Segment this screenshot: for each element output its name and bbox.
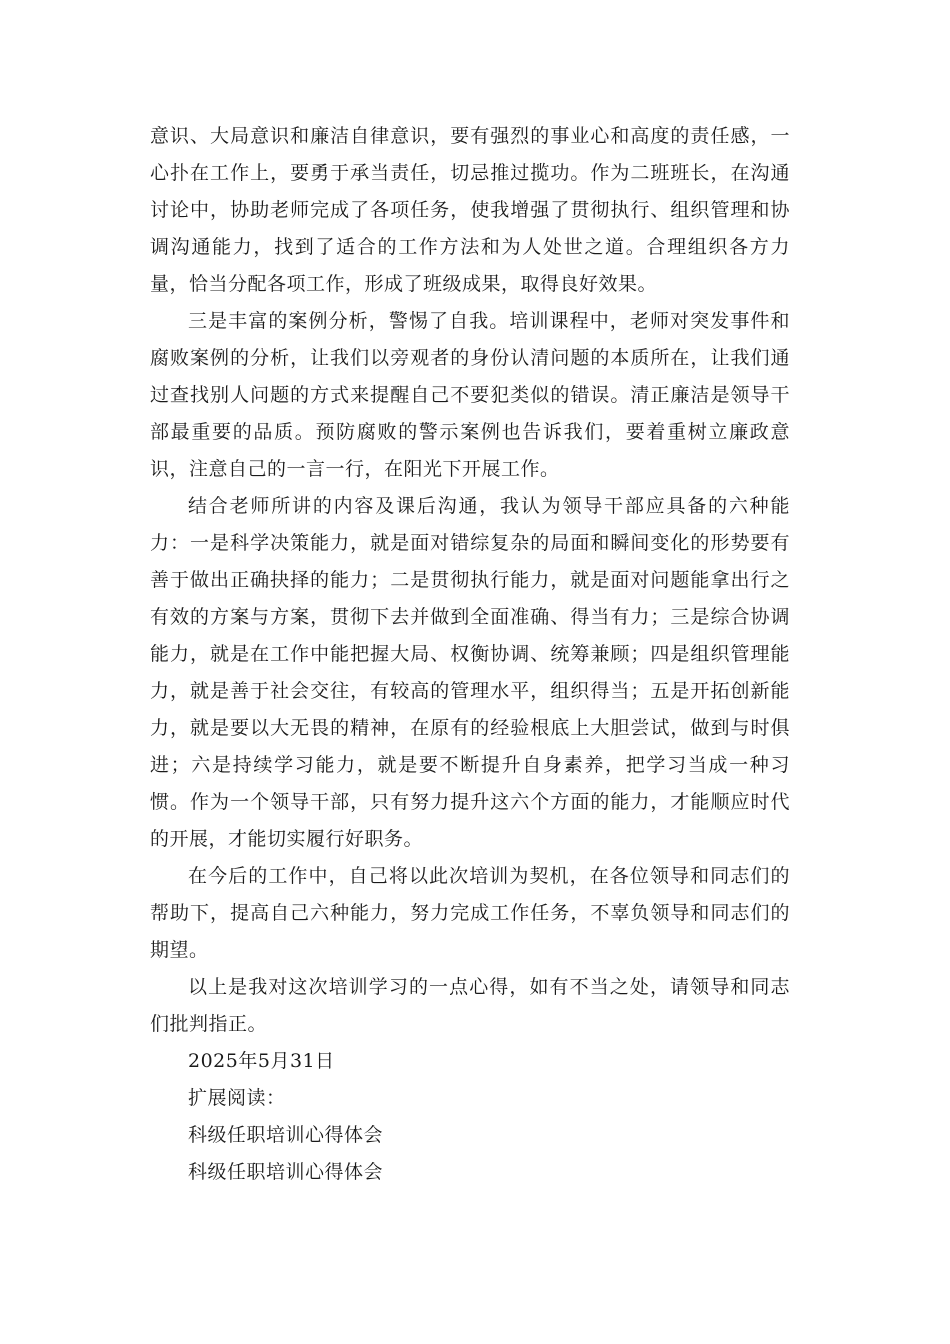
body-paragraph: 结合老师所讲的内容及课后沟通，我认为领导干部应具备的六种能力：一是科学决策能力，就是面对错综复杂的局面和瞬间变化的形势要有善于做出正确抉择的能力；二是贯彻执行能力，就是面对问题能拿出行之有效的方案与方案，贯彻下去并做到全面准确、得当有力；三是综合协调能力，就是在工作中能把握大局、权衡协调、统筹兼顾；四是组织管理能力，就是善于社会交往，有较高的管理水平，组织得当；五是开拓创新能力，就是要以大无畏的精神，在原有的经验根底上大胆尝试，做到与时俱进；六是持续学习能力，就是要不断提升自身素养，把学习当成一种习惯。作为一个领导干部，只有努力提升这六个方面的能力，才能顺应时代的开展，才能切实履行好职务。 (150, 495, 790, 850)
further-reading-label: 扩展阅读： (188, 1087, 286, 1109)
body-paragraph: 三是丰富的案例分析，警惕了自我。培训课程中，老师对突发事件和腐败案例的分析，让我们以旁观者的身份认清问题的本质所在，让我们通过查找别人问题的方式来提醒自己不要犯类似的错误。清正廉洁是领导干部最重要的品质。预防腐败的警示案例也告诉我们，要着重树立廉政意识，注意自己的一言一行，在阳光下开展工作。 (150, 310, 790, 480)
document-page (150, 118, 790, 1191)
body-paragraph: 在今后的工作中，自己将以此次培训为契机，在各位领导和同志们的帮助下，提高自己六种能力，努力完成工作任务，不辜负领导和同志们的期望。 (150, 865, 790, 961)
further-reading-link[interactable]: 科级任职培训心得体会 (188, 1124, 384, 1146)
document-date: 2025年5月31日 (188, 1050, 335, 1072)
body-paragraph: 意识、大局意识和廉洁自律意识，要有强烈的事业心和高度的责任感，一心扑在工作上，要勇于承当责任，切忌推过揽功。作为二班班长，在沟通讨论中，协助老师完成了各项任务，使我增强了贯彻执行、组织管理和协调沟通能力，找到了适合的工作方法和为人处世之道。合理组织各方力量，恰当分配各项工作，形成了班级成果，取得良好效果。 (150, 125, 790, 295)
closing-paragraph: 以上是我对这次培训学习的一点心得，如有不当之处，请领导和同志们批判指正。 (150, 976, 790, 1035)
further-reading-link[interactable]: 科级任职培训心得体会 (188, 1161, 384, 1183)
